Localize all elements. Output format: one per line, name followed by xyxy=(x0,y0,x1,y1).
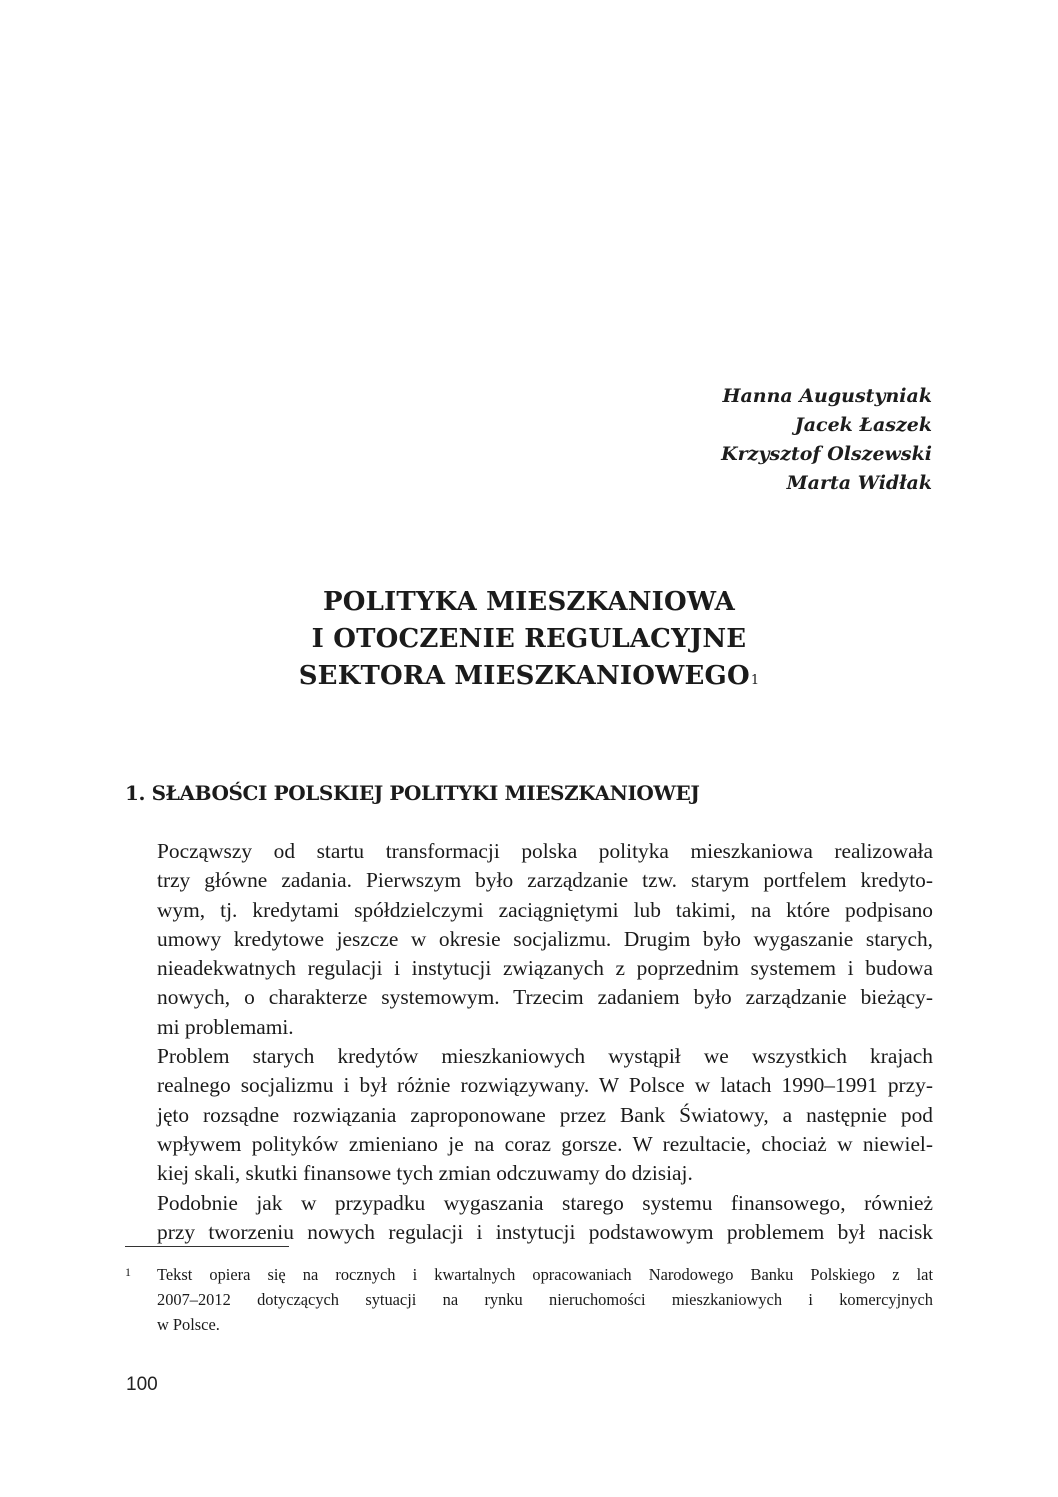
footnote-line: w Polsce. xyxy=(157,1315,220,1334)
text-line: Podobnie jak w przypadku wygaszania starego systemu finansowego, również xyxy=(157,1190,933,1215)
paragraph xyxy=(125,1042,933,1188)
paragraph xyxy=(125,1189,933,1248)
chapter-title xyxy=(0,584,1058,695)
text-line: wpływem polityków zmieniano je na coraz gorsze. W rezultacie, chociaż w niewiel- xyxy=(157,1131,933,1156)
body-text xyxy=(125,837,933,1247)
title-line-with-footnote xyxy=(0,658,1058,695)
text-line: jęto rozsądne rozwiązania zaproponowane przez Bank Światowy, a następnie pod xyxy=(157,1102,933,1127)
footnote-line: Tekst opiera się na rocznych i kwartalnych opracowaniach Narodowego Banku Polskiego z lat xyxy=(157,1265,933,1284)
title-line: I OTOCZENIE REGULACYJNE xyxy=(311,624,747,654)
title-line: POLITYKA MIESZKANIOWA xyxy=(322,587,736,617)
text-line: mi problemami. xyxy=(157,1014,294,1039)
author-name: Jacek Łaszek xyxy=(794,414,932,436)
footnote-reference[interactable]: 1 xyxy=(750,673,760,688)
author-list xyxy=(721,382,932,498)
footnote-separator xyxy=(125,1246,289,1247)
footnote-number: 1 xyxy=(125,1265,131,1279)
page-number: 100 xyxy=(126,1374,158,1395)
author-name: Krzysztof Olszewski xyxy=(721,443,932,465)
text-line: Problem starych kredytów mieszkaniowych wystąpił we wszystkich krajach xyxy=(157,1044,933,1069)
text-line: przy tworzeniu nowych regulacji i instytucji podstawowym problemem był nacisk xyxy=(157,1219,933,1244)
footnote xyxy=(125,1262,933,1337)
text-line: nowych, o charakterze systemowym. Trzecim zadaniem było zarządzanie bieżący- xyxy=(157,985,933,1010)
text-line: wym, tj. kredytami spółdzielczymi zaciągniętymi lub takimi, na które podpisano xyxy=(157,897,933,922)
footnote-text xyxy=(157,1262,933,1337)
section-heading: 1. SŁABOŚCI POLSKIEJ POLITYKI MIESZKANIOWEJ xyxy=(125,781,700,805)
text-line: trzy główne zadania. Pierwszym było zarządzanie tzw. starym portfelem kredyto- xyxy=(157,868,933,893)
author-name: Hanna Augustyniak xyxy=(722,385,932,407)
text-line: nieadekwatnych regulacji i instytucji związanych z poprzednim systemem i budowa xyxy=(157,956,933,981)
text-line: kiej skali, skutki finansowe tych zmian odczuwamy do dzisiaj. xyxy=(157,1161,693,1186)
paragraph xyxy=(125,837,933,1042)
author-name: Marta Widłak xyxy=(786,472,932,494)
footnote-line: 2007–2012 dotyczących sytuacji na rynku nieruchomości mieszkaniowych i komercyjnych xyxy=(157,1290,933,1309)
text-line: umowy kredytowe jeszcze w okresie socjalizmu. Drugim było wygaszanie starych, xyxy=(157,926,933,951)
text-line: realnego socjalizmu i był różnie rozwiązywany. W Polsce w latach 1990–1991 przy- xyxy=(157,1073,933,1098)
title-line-text: SEKTORA MIESZKANIOWEGO xyxy=(298,661,750,691)
text-line: Począwszy od startu transformacji polska polityka mieszkaniowa realizowała xyxy=(157,839,933,863)
